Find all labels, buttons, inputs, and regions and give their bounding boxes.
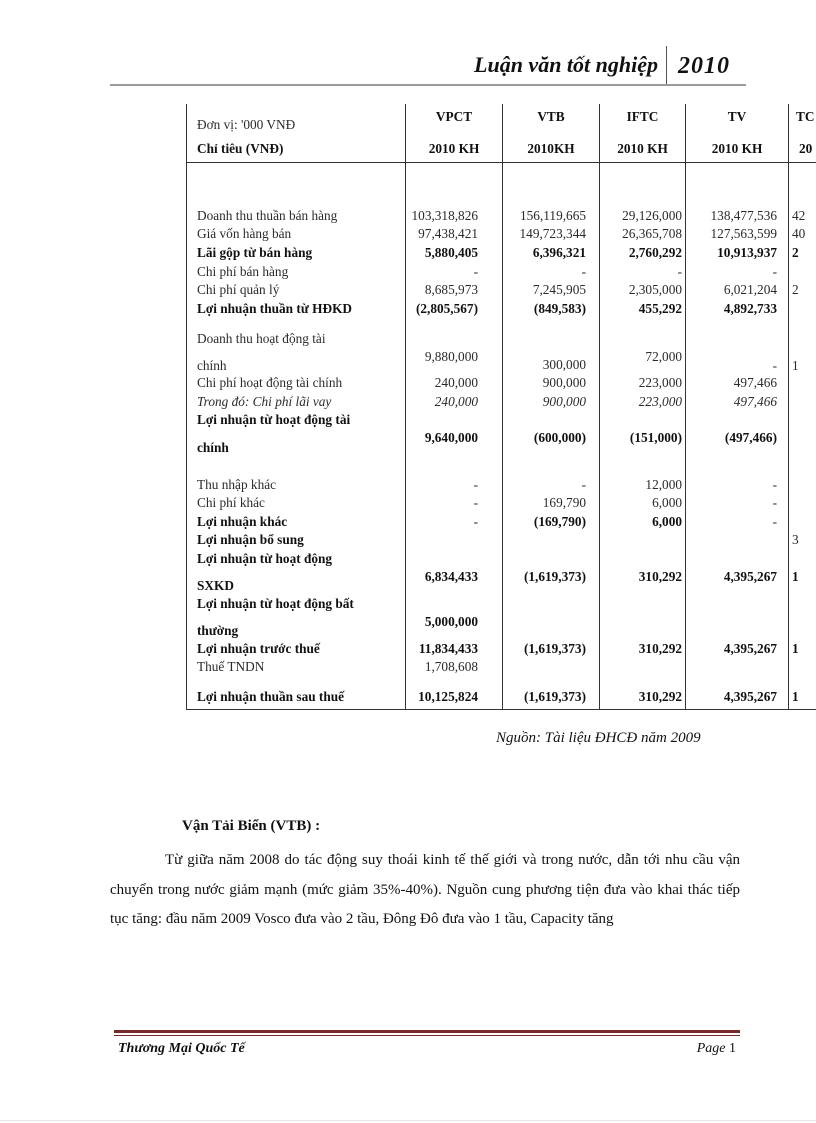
table-cell: 6,000 [652,495,682,510]
table-cell: 4,395,267 [723,569,777,584]
table-cell: 300,000 [542,357,586,372]
row-label: Doanh thu hoạt động tài [197,331,326,346]
table-cell: - [772,358,777,373]
table-cell: 7,245,905 [532,282,586,297]
page-bottom-edge [0,1120,816,1121]
header-rule [110,84,746,86]
row-label: Chi phí quản lý [197,282,280,297]
table-cell: - [473,514,478,529]
header-separator [666,46,667,84]
table-cell: 900,000 [542,394,586,409]
row-label: Lợi nhuận từ hoạt động tài [197,412,351,427]
table-cell: 1,708,608 [424,659,478,674]
table-cell: 169,790 [542,495,586,510]
document-header-title: Luận văn tốt nghiệp [474,52,658,77]
table-cell: (849,583) [533,301,586,316]
row-label: Lãi gộp từ bán hàng [197,245,313,260]
table-cell: 5,000,000 [424,614,478,629]
row-label-cont: chính [197,440,229,455]
table-cell: 497,466 [733,394,777,409]
table-cell: 3 [792,532,799,547]
header-divider [186,162,816,163]
table-cell: 72,000 [645,349,682,364]
table-cell: 9,880,000 [424,349,478,364]
table-cell: - [772,477,777,492]
table-cell: 240,000 [434,394,478,409]
table-cell: - [581,477,586,492]
plan-header: 20 [799,141,813,156]
row-label: Doanh thu thuần bán hàng [197,208,338,223]
table-cell: - [581,264,586,279]
table-border-left [186,104,187,710]
table-cell: 4,892,733 [723,301,777,316]
table-cell: 12,000 [645,477,682,492]
table-cell: 497,466 [733,375,777,390]
table-cell: 223,000 [638,375,682,390]
table-cell: - [473,264,478,279]
row-label: Lợi nhuận thuần từ HĐKD [197,301,353,316]
company-header: VTB [537,109,565,124]
table-cell: 2 [792,245,799,260]
table-cell: 1 [792,569,799,584]
row-label: Chi phí bán hàng [197,264,289,279]
footer-title: Thương Mại Quốc Tế [118,1041,245,1056]
table-cell: 2,305,000 [628,282,682,297]
body-paragraph [110,846,740,935]
column-divider [788,104,789,710]
table-cell: 9,640,000 [424,430,478,445]
company-header: TV [727,109,747,124]
paragraph-text: Từ giữa năm 2008 do tác động suy thoái kinh tế thế giới và trong nước, dẫn tới nhu cầu vận chuyển trong nước giảm mạnh (mức giảm 35%-40%). Nguồn cung phương tiện đưa vào khai thác tiếp tục tăng: đầu năm 2009 Vosco đưa vào 2 tầu, Đông Đô đưa vào 1 tầu, Capacity tăng [110,852,740,927]
table-cell: - [677,264,682,279]
table-cell: 6,396,321 [532,245,586,260]
unit-label: Đơn vị: '000 VNĐ [197,117,296,132]
row-label: Lợi nhuận từ hoạt động bất [197,596,354,611]
table-cell: 156,119,665 [520,208,586,223]
table-cell: 149,723,344 [519,226,586,241]
row-label-cont: SXKD [197,578,234,593]
table-cell: 29,126,000 [622,208,682,223]
table-cell: (1,619,373) [523,569,586,584]
table-cell: 138,477,536 [710,208,777,223]
table-cell: 900,000 [542,375,586,390]
row-label: Lợi nhuận từ hoạt động [197,551,333,566]
table-cell: 8,685,973 [424,282,478,297]
table-cell: 2 [792,282,799,297]
row-label: Chi phí khác [197,495,265,510]
table-cell: 6,000 [652,514,682,529]
table-cell: 310,292 [638,641,682,656]
row-label-cont: thường [197,623,239,638]
footer-rule-thin [114,1035,740,1036]
table-border-bottom [186,709,816,710]
row-label: Thu nhập khác [197,477,277,492]
table-cell: 10,125,824 [418,689,478,704]
row-label: Chi phí hoạt động tài chính [197,375,343,390]
table-cell: 26,365,708 [622,226,682,241]
criteria-label: Chỉ tiêu (VNĐ) [197,141,284,156]
table-cell: 10,913,937 [717,245,777,260]
section-title: Vận Tải Biển (VTB) : [182,818,321,834]
row-label: Trong đó: Chi phí lãi vay [197,394,332,409]
table-cell: - [772,514,777,529]
table-cell: (600,000) [533,430,586,445]
table-cell: 310,292 [638,689,682,704]
table-cell: 103,318,826 [411,208,478,223]
table-cell: - [473,477,478,492]
column-divider [685,104,686,710]
row-label: Lợi nhuận khác [197,514,288,529]
table-cell: 42 [792,208,806,223]
company-header: IFTC [626,109,659,124]
table-cell: - [772,495,777,510]
row-label: Thuế TNDN [197,659,265,674]
page-number [680,1041,736,1057]
document-header-year: 2010 [678,53,730,79]
financial-plan-table [186,104,816,710]
table-cell: - [473,495,478,510]
footer-rule [114,1030,740,1033]
table-cell: (169,790) [533,514,586,529]
company-header: VPCT [435,109,473,124]
table-cell: 2,760,292 [628,245,682,260]
table-cell: (1,619,373) [523,641,586,656]
company-header: TC [796,109,815,124]
table-source-note: Nguồn: Tài liệu ĐHCĐ năm 2009 [496,730,701,746]
table-cell: 4,395,267 [723,689,777,704]
table-cell: 11,834,433 [418,641,478,656]
table-cell: (1,619,373) [523,689,586,704]
table-cell: 310,292 [638,569,682,584]
plan-header: 2010 KH [428,141,480,156]
row-label: Lợi nhuận thuần sau thuế [197,689,345,704]
page-number-value: 1 [729,1041,736,1056]
table-cell: 40 [792,226,806,241]
plan-header: 2010 KH [617,141,668,156]
table-cell: 5,880,405 [424,245,478,260]
row-label: Lợi nhuận trước thuế [197,641,320,656]
table-cell: 223,000 [638,394,682,409]
table-cell: 1 [792,358,799,373]
plan-header: 2010KH [527,141,575,156]
table-cell: 4,395,267 [723,641,777,656]
table-cell: 240,000 [434,375,478,390]
table-cell: 1 [792,689,799,704]
table-cell: (151,000) [629,430,682,445]
table-cell: (2,805,567) [415,301,478,316]
row-label-cont: chính [197,358,227,373]
plan-header: 2010 KH [711,141,763,156]
page-label: Page [696,1041,726,1056]
table-cell: 6,834,433 [424,569,478,584]
table-cell: 1 [792,641,799,656]
table-cell: 127,563,599 [710,226,777,241]
table-cell: 6,021,204 [723,282,777,297]
row-label: Lợi nhuận bổ sung [197,532,304,547]
table-cell: 455,292 [638,301,682,316]
table-cell: 97,438,421 [418,226,478,241]
table-cell: (497,466) [724,430,777,445]
table-cell: - [772,264,777,279]
row-label: Giá vốn hàng bán [197,226,292,241]
